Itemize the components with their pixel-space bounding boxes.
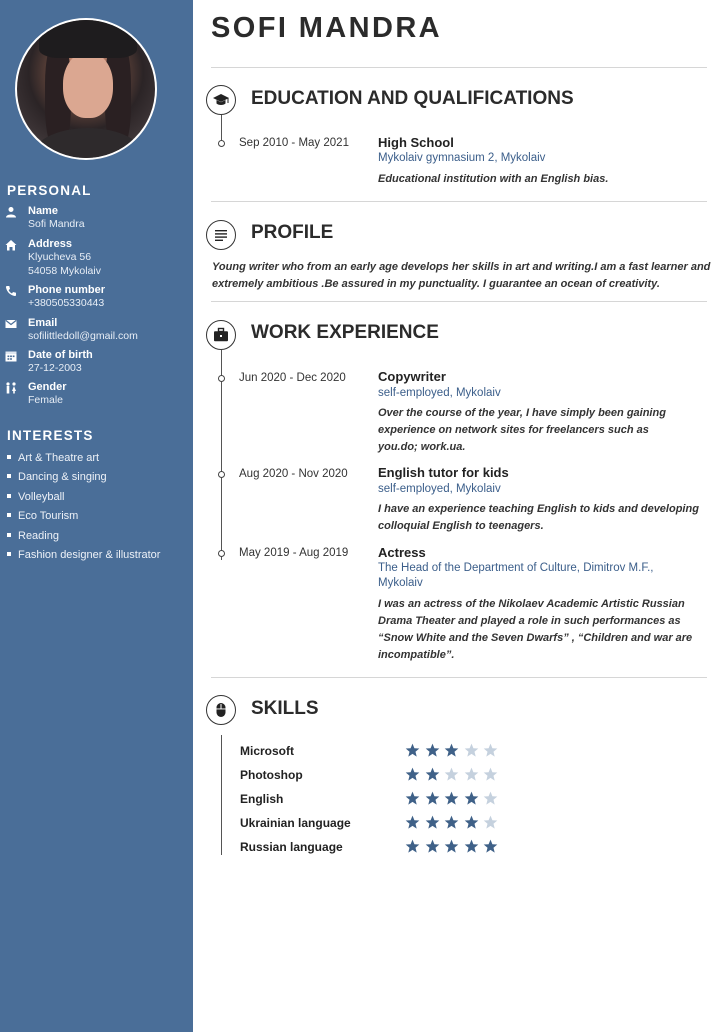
- skills-section-icon: [206, 695, 236, 725]
- star-filled-icon: [464, 815, 479, 830]
- personal-value: 27-12-2003: [28, 362, 82, 374]
- skill-name: Microsoft: [240, 744, 294, 758]
- star-empty-icon: [464, 767, 479, 782]
- skills-title: SKILLS: [251, 698, 319, 719]
- personal-label: Email: [28, 317, 58, 329]
- bullet-icon: [7, 552, 11, 556]
- education-section-icon: [206, 85, 236, 115]
- star-filled-icon: [444, 839, 459, 854]
- personal-value[interactable]: sofilittledoll@gmail.com: [28, 330, 138, 342]
- personal-label: Phone number: [28, 284, 106, 296]
- star-empty-icon: [483, 743, 498, 758]
- graduation-cap-icon: [213, 92, 229, 108]
- personal-value: Sofi Mandra: [28, 218, 85, 230]
- timeline-dot: [218, 471, 225, 478]
- entry-org: self-employed, Mykolaiv: [378, 387, 501, 399]
- personal-value: Female: [28, 394, 64, 406]
- profile-title: PROFILE: [251, 222, 334, 243]
- star-empty-icon: [483, 767, 498, 782]
- interest-item: Art & Theatre art: [7, 452, 99, 464]
- bullet-icon: [7, 533, 11, 537]
- star-filled-icon: [425, 815, 440, 830]
- divider: [211, 677, 707, 678]
- star-filled-icon: [405, 791, 420, 806]
- calendar-icon: [5, 350, 17, 362]
- entry-date: Jun 2020 - Dec 2020: [239, 372, 346, 384]
- timeline-dot: [218, 375, 225, 382]
- timeline-line: [221, 735, 222, 855]
- interest-item: Volleyball: [7, 491, 64, 503]
- entry-title: Actress: [378, 545, 426, 560]
- interest-item: Fashion designer & illustrator: [7, 549, 160, 561]
- star-filled-icon: [405, 743, 420, 758]
- star-filled-icon: [425, 767, 440, 782]
- bullet-icon: [7, 474, 11, 478]
- entry-title: High School: [378, 135, 454, 150]
- personal-value: [28, 251, 101, 278]
- profile-photo: [15, 18, 157, 160]
- interest-item: Reading: [7, 530, 59, 542]
- star-filled-icon: [405, 839, 420, 854]
- text-lines-icon: [213, 227, 229, 243]
- star-empty-icon: [444, 767, 459, 782]
- skill-name: Ukrainian language: [240, 816, 351, 830]
- star-filled-icon: [425, 791, 440, 806]
- address-line: Klyucheva 56 54058 Mykolaiv: [28, 251, 101, 277]
- entry-title: Copywriter: [378, 369, 446, 384]
- star-filled-icon: [464, 791, 479, 806]
- bullet-icon: [7, 455, 11, 459]
- divider: [211, 67, 707, 68]
- education-title: EDUCATION AND QUALIFICATIONS: [251, 88, 574, 109]
- bullet-icon: [7, 513, 11, 517]
- star-filled-icon: [444, 815, 459, 830]
- timeline-dot: [218, 550, 225, 557]
- entry-desc: Educational institution with an English bias.: [378, 173, 609, 185]
- star-filled-icon: [444, 743, 459, 758]
- briefcase-icon: [213, 327, 229, 343]
- personal-label: Gender: [28, 381, 67, 393]
- skill-name: Russian language: [240, 840, 343, 854]
- entry-desc: I was an actress of the Nikolaev Academic Artistic Russian Drama Theater and played a role in such performances as “Snow White and the Seven Dwarfs” , “Children and war are incompatible”.: [378, 598, 693, 661]
- personal-heading: PERSONAL: [7, 183, 92, 198]
- star-empty-icon: [464, 743, 479, 758]
- star-filled-icon: [483, 839, 498, 854]
- entry-org: self-employed, Mykolaiv: [378, 483, 501, 495]
- profile-text: Young writer who from an early age develops her skills in art and writing.I am a fast learner and extremely ambitious .Be assured in my punctuality. I guarantee an ocean of creativity.: [212, 261, 711, 290]
- gender-icon: [5, 382, 17, 394]
- skill-name: English: [240, 792, 284, 806]
- personal-label: Name: [28, 205, 58, 217]
- personal-label: Address: [28, 238, 73, 250]
- entry-date: May 2019 - Aug 2019: [239, 547, 349, 559]
- entry-date: Aug 2020 - Nov 2020: [239, 468, 348, 480]
- page-title: SOFI MANDRA: [211, 12, 443, 44]
- timeline-dot: [218, 140, 225, 147]
- skill-name: Photoshop: [240, 768, 303, 782]
- entry-desc: Over the course of the year, I have simply been gaining experience on network sites for freelancers such as you.do; work.ua.: [378, 407, 666, 453]
- star-filled-icon: [405, 767, 420, 782]
- interest-item: Dancing & singing: [7, 471, 107, 483]
- mouse-icon: [213, 702, 229, 718]
- star-empty-icon: [483, 791, 498, 806]
- profile-section-icon: [206, 220, 236, 250]
- divider: [211, 301, 707, 302]
- entry-date: Sep 2010 - May 2021: [239, 137, 349, 149]
- entry-org: Mykolaiv gymnasium 2, Mykolaiv: [378, 152, 546, 164]
- interests-heading: INTERESTS: [7, 428, 94, 443]
- entry-desc: I have an experience teaching English to kids and developing colloquial English to teenagers.: [378, 503, 699, 532]
- entry-title: English tutor for kids: [378, 465, 509, 480]
- sidebar: [0, 0, 193, 1032]
- bullet-icon: [7, 494, 11, 498]
- work-title: WORK EXPERIENCE: [251, 322, 439, 343]
- work-section-icon: [206, 320, 236, 350]
- person-icon: [5, 206, 17, 218]
- star-filled-icon: [425, 839, 440, 854]
- entry-org: The Head of the Department of Culture, Dimitrov M.F., Mykolaiv: [378, 562, 654, 589]
- divider: [211, 201, 707, 202]
- star-filled-icon: [444, 791, 459, 806]
- phone-icon: [5, 285, 17, 297]
- star-filled-icon: [425, 743, 440, 758]
- home-icon: [5, 239, 17, 251]
- star-empty-icon: [483, 815, 498, 830]
- personal-value: +380505330443: [28, 297, 105, 309]
- personal-label: Date of birth: [28, 349, 93, 361]
- star-filled-icon: [464, 839, 479, 854]
- email-icon: [5, 318, 17, 330]
- interest-item: Eco Tourism: [7, 510, 78, 522]
- star-filled-icon: [405, 815, 420, 830]
